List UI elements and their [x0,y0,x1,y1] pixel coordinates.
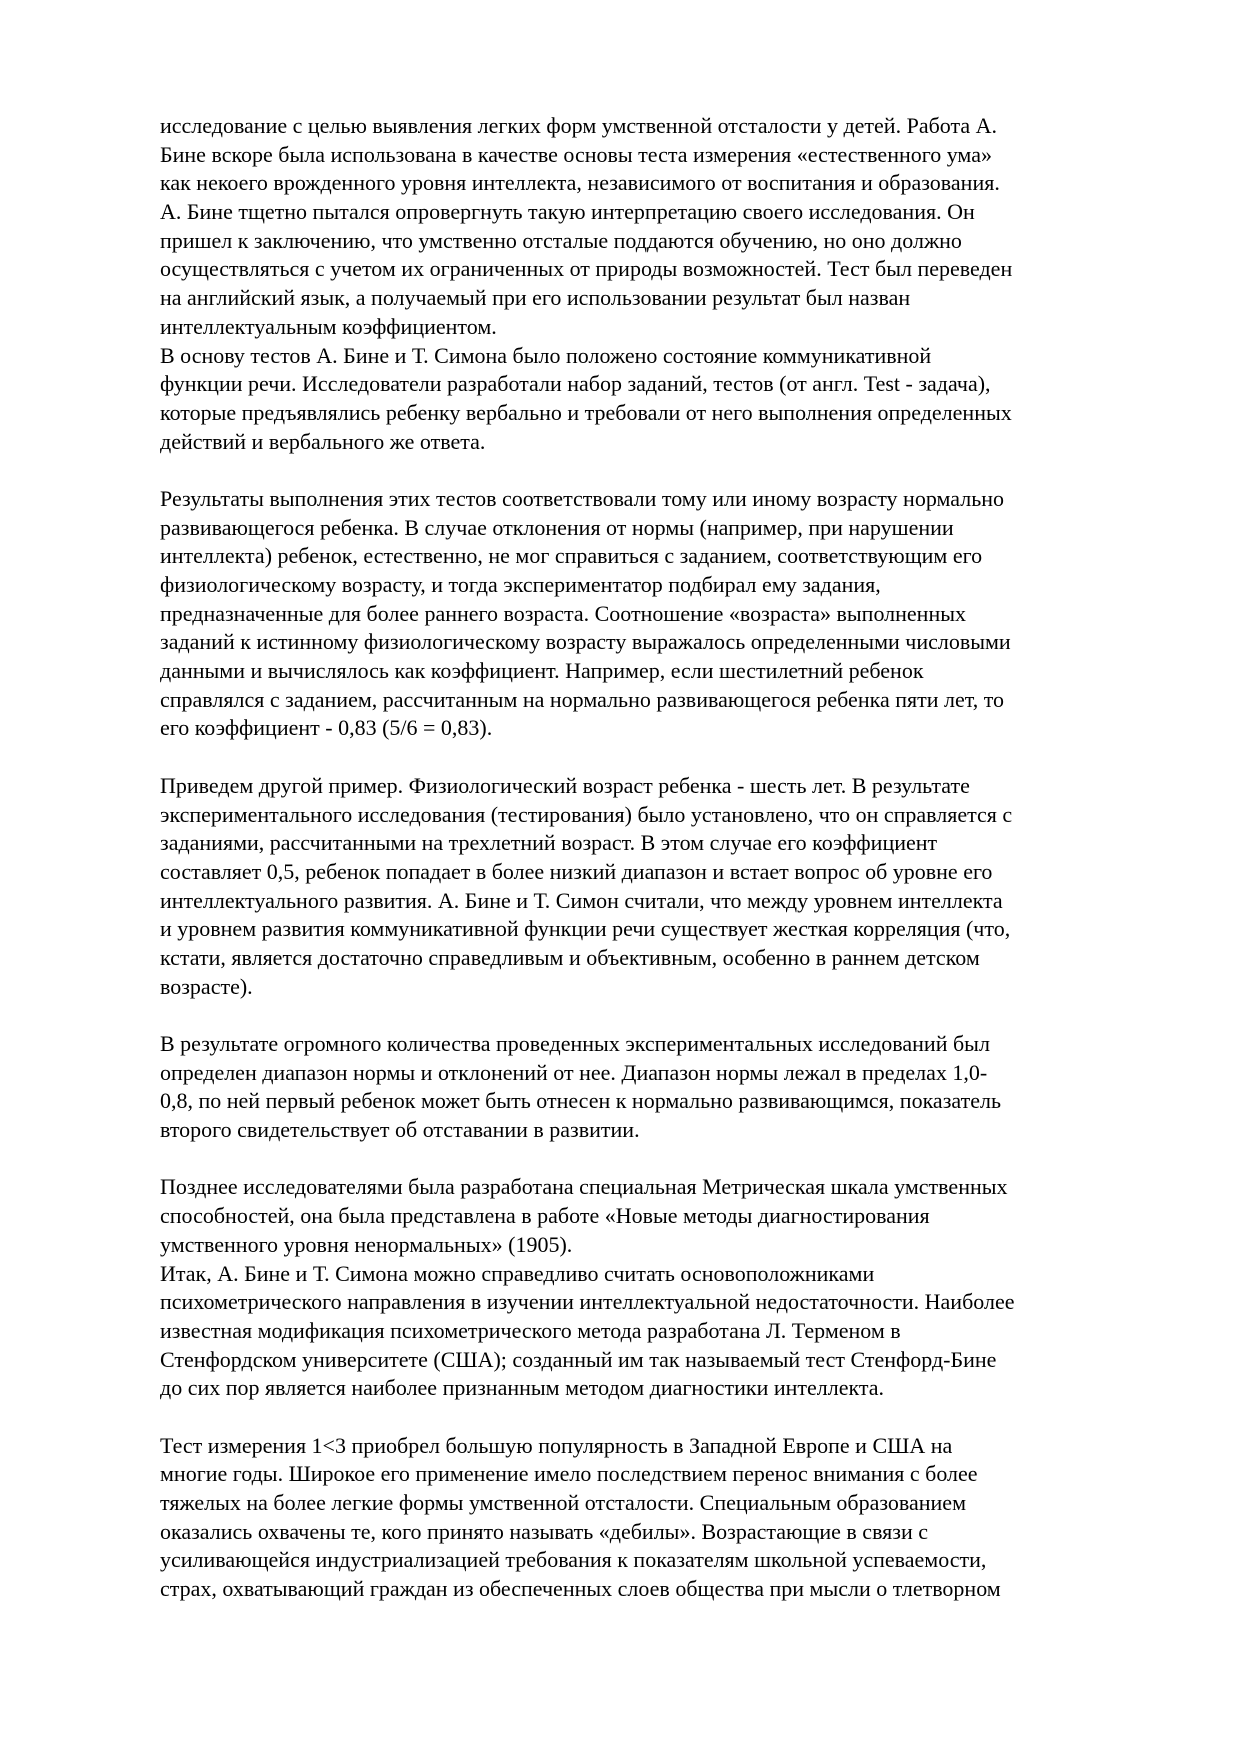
text-line: исследование с целью выявления легких форм умственной отсталости у детей. Работа А. [160,113,998,138]
paragraph-spacer [160,1403,1135,1432]
text-line: многие годы. Широкое его применение имело последствием перенос внимания с более [160,1461,978,1487]
text-line: экспериментального исследования (тестирования) было установлено, что он справляется с [160,801,1013,827]
text-line: его коэффициент - 0,83 (5/6 = 0,83). [160,715,493,741]
text-line: определен диапазон нормы и отклонений от нее. Диапазон нормы лежал в пределах 1,0- [160,1059,988,1085]
text-line: интеллекта) ребенок, естественно, не мог справиться с заданием, соответствующим его [160,543,983,569]
text-line: Бине вскоре была использована в качестве основы теста измерения «естественного ума» [160,141,992,167]
paragraph [160,1432,1135,1604]
text-line: Тест измерения 1<3 приобрел большую популярность в Западной Европе и США на [160,1432,953,1458]
text-line: тяжелых на более легкие формы умственной отсталости. Специальным образованием [160,1490,966,1515]
text-line: оказались охвачены те, кого принято называть «дебилы». Возрастающие в связи с [160,1518,929,1544]
text-line: интеллектуального развития. А. Бине и Т. Симон считали, что между уровнем интеллекта [160,887,1003,913]
text-line: В результате огромного количества проведенных экспериментальных исследований был [160,1031,990,1056]
text-line: как некоего врожденного уровня интеллекта, независимого от воспитания и образования. [160,170,1000,196]
paragraph [160,1030,1135,1145]
text-line: психометрического направления в изучении интеллектуальной недостаточности. Наиболее [160,1289,1015,1315]
paragraph [160,1260,1135,1403]
text-line: которые предъявлялись ребенку вербально и требовали от него выполнения определенных [160,399,1012,425]
text-line: известная модификация психометрического метода разработана Л. Терменом в [160,1317,901,1343]
text-line: Итак, А. Бине и Т. Симона можно справедливо считать основоположниками [160,1260,875,1286]
paragraph [160,342,1135,457]
text-line: пришел к заключению, что умственно отсталые поддаются обучению, но оно должно [160,227,962,253]
paragraph-spacer [160,743,1135,772]
text-line: усиливающейся индустриализацией требования к показателям школьной успеваемости, [160,1547,987,1573]
text-line: на английский язык, а получаемый при его использовании результат был назван [160,285,911,311]
text-line: и уровнем развития коммуникативной функции речи существует жесткая корреляция (что, [160,916,1011,942]
text-line: умственного уровня ненормальных» (1905). [160,1231,573,1257]
text-line: интеллектуальным коэффициентом. [160,313,497,339]
text-line: способностей, она была представлена в работе «Новые методы диагностирования [160,1203,930,1229]
text-line: функции речи. Исследователи разработали набор заданий, тестов (от англ. Test - задача), [160,371,991,397]
text-line: возрасте). [160,973,253,999]
text-line: заданий к истинному физиологическому возрасту выражалось определенными числовыми [160,629,1011,655]
paragraph [160,1173,1135,1259]
text-line: Приведем другой пример. Физиологический возраст ребенка - шесть лет. В результате [160,772,970,798]
text-line: Позднее исследователями была разработана специальная Метрическая шкала умственных [160,1174,1008,1200]
document-body [160,112,1135,1604]
text-line: 0,8, по ней первый ребенок может быть отнесен к нормально развивающимся, показатель [160,1088,1001,1114]
text-line: второго свидетельствует об отставании в развитии. [160,1117,640,1143]
paragraph-spacer [160,1145,1135,1174]
text-line: предназначенные для более раннего возраста. Соотношение «возраста» выполненных [160,600,966,626]
text-line: составляет 0,5, ребенок попадает в более низкий диапазон и встает вопрос об уровне его [160,858,993,884]
text-line: справлялся с заданием, рассчитанным на нормально развивающегося ребенка пяти лет, то [160,686,1005,712]
paragraph-spacer [160,1001,1135,1030]
text-line: осуществляться с учетом их ограниченных от природы возможностей. Тест был переведен [160,256,1013,282]
text-line: Стенфордском университете (США); созданный им так называемый тест Стенфорд-Бине [160,1346,997,1372]
text-line: действий и вербального же ответа. [160,428,486,454]
paragraph [160,485,1135,743]
paragraph [160,772,1135,1002]
text-line: Результаты выполнения этих тестов соответствовали тому или иному возрасту нормально [160,485,1005,511]
text-line: до сих пор является наиболее признанным методом диагностики интеллекта. [160,1375,885,1401]
paragraph-spacer [160,456,1135,485]
text-line: В основу тестов А. Бине и Т. Симона было положено состояние коммуникативной [160,342,932,368]
text-line: А. Бине тщетно пытался опровергнуть такую интерпретацию своего исследования. Он [160,199,975,225]
text-line: страх, охватывающий граждан из обеспеченных слоев общества при мысли о тлетворном [160,1576,1001,1602]
text-line: физиологическому возрасту, и тогда экспериментатор подбирал ему задания, [160,572,881,597]
text-line: заданиями, рассчитанными на трехлетний возраст. В этом случае его коэффициент [160,830,938,856]
text-line: данными и вычислялось как коэффициент. Например, если шестилетний ребенок [160,658,924,684]
paragraph [160,112,1135,342]
text-line: развивающегося ребенка. В случае отклонения от нормы (например, при нарушении [160,514,954,540]
text-line: кстати, является достаточно справедливым и объективным, особенно в раннем детском [160,944,980,970]
